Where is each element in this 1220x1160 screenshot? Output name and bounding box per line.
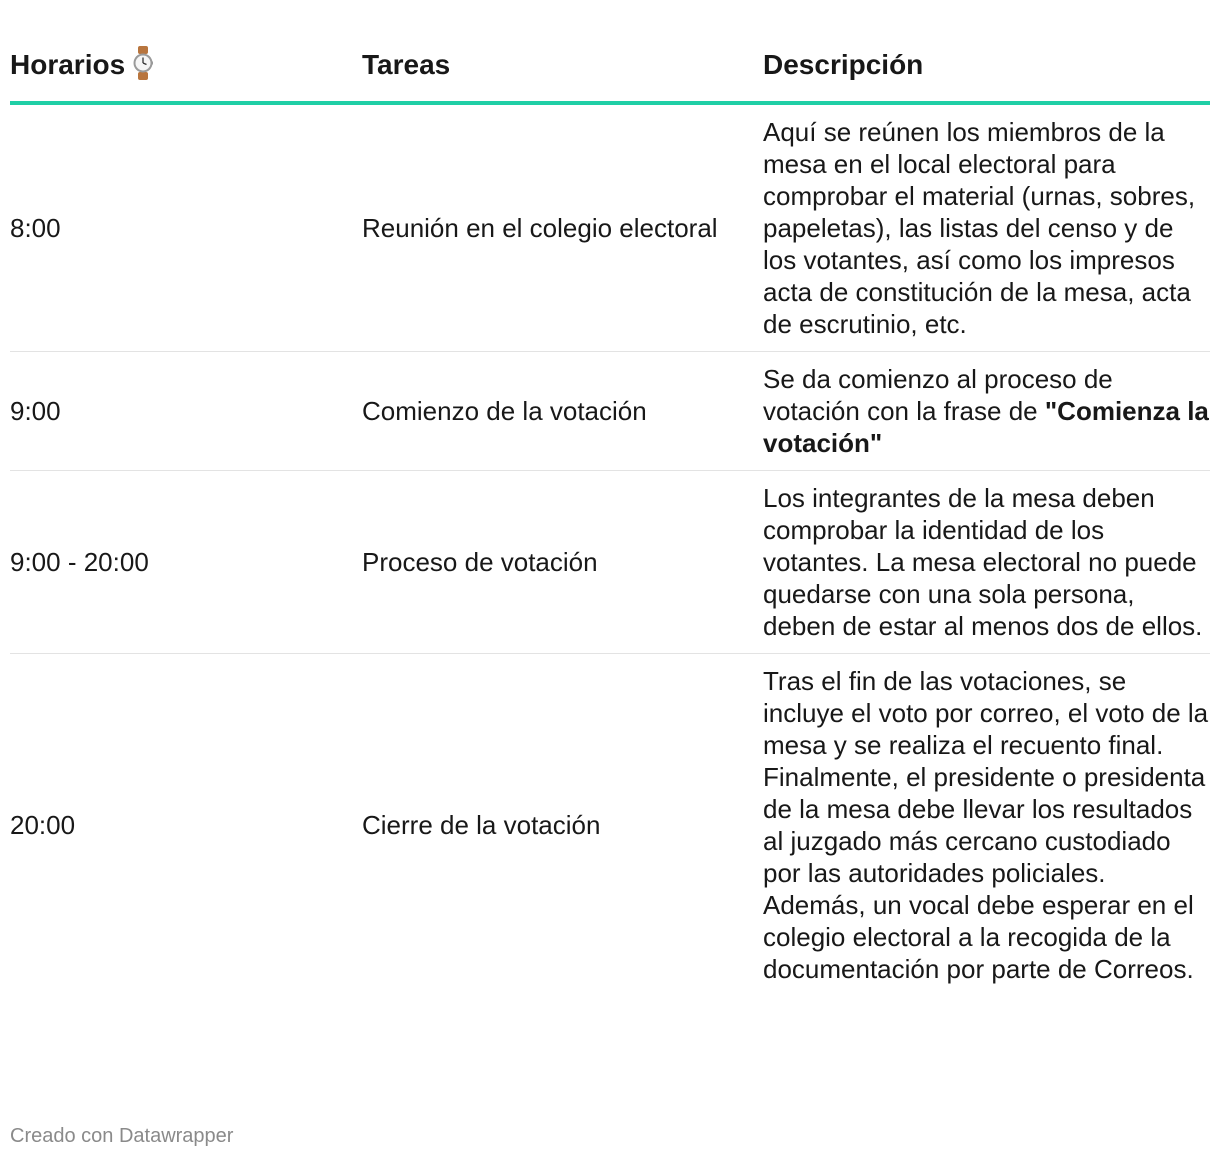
cell-task: Reunión en el colegio electoral [362,103,763,352]
table-body [10,103,1210,996]
description-quote: "Comienza la votación" [763,396,1209,458]
cell-task: Cierre de la votación [362,810,601,840]
cell-description [763,352,1210,471]
cell-description: Aquí se reúnen los miembros de la mesa en el local electoral para comprobar el material (urnas, sobres, papeletas), las listas del censo y de los votantes, así como los impresos acta de constitución de la mesa, acta de escrutinio, etc. [763,103,1210,352]
table-row [10,471,1210,654]
table-header [10,0,1210,103]
header-descripcion[interactable]: Descripción [763,0,1210,103]
cell-time: 8:00 [10,103,362,352]
cell-description: Tras el fin de las votaciones, se incluye el voto por correo, el voto de la mesa y se realiza el recuento final. Finalmente, el presidente o presidenta de la mesa debe llevar los resultados al juzgado más cercano custodiado por las autoridades policiales. Además, un vocal debe esperar en el colegio electoral a la recogida de la documentación por parte de Correos. [763,666,1209,984]
cell-task: Proceso de votación [362,471,763,654]
cell-description: Los integrantes de la mesa deben comprobar la identidad de los votantes. La mesa electoral no puede quedarse con una sola persona, deben de estar al menos dos de ellos. [763,471,1210,654]
header-horarios[interactable] [10,0,362,103]
cell-time: 20:00 [10,810,76,840]
description-text: Se da comienzo al proceso de votación con la frase de [763,364,1113,426]
cell-task: Comienzo de la votación [362,352,763,471]
header-horarios-label: Horarios [10,49,126,80]
schedule-table [10,0,1210,996]
table-row [10,654,1210,997]
header-tareas[interactable]: Tareas [362,0,763,103]
footer-credit[interactable]: Creado con Datawrapper [10,1125,234,1147]
watch-icon [133,46,153,80]
schedule-table-container [10,0,1210,996]
table-row [10,352,1210,471]
cell-time: 9:00 - 20:00 [10,471,362,654]
header-row [10,0,1210,103]
cell-time: 9:00 [10,352,362,471]
table-row [10,103,1210,352]
